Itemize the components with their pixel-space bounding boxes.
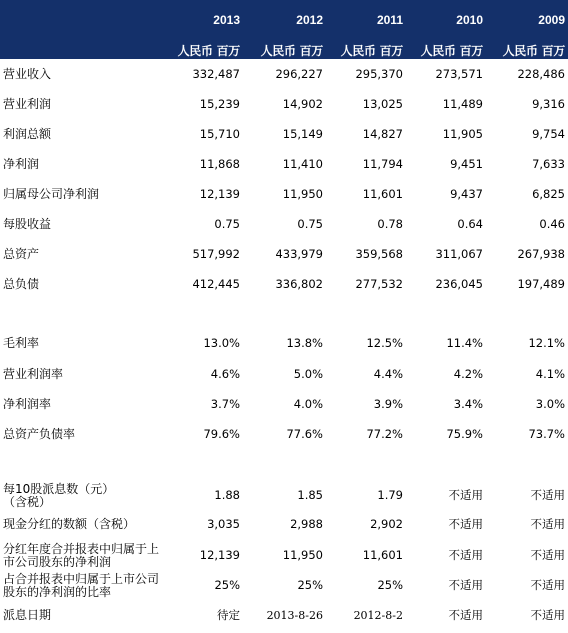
year-header: 2013 [213, 13, 240, 27]
value-cell: 0.78 [377, 217, 403, 231]
table-row [0, 572, 568, 599]
value-cell: 11,950 [282, 548, 323, 562]
row-label: 利润总额 [3, 127, 52, 141]
value-cell: 2013-8-26 [266, 609, 323, 622]
value-cell: 311,067 [435, 247, 483, 261]
value-cell: 11,905 [442, 127, 483, 141]
value-cell: 12.1% [528, 336, 565, 350]
unit-header: 人民币 百万 [177, 44, 240, 58]
value-cell: 0.75 [214, 217, 240, 231]
value-cell: 11,489 [442, 97, 483, 111]
year-header: 2011 [376, 13, 403, 27]
unit-header: 人民币 百万 [260, 44, 323, 58]
value-cell: 332,487 [192, 67, 240, 81]
value-cell: 11,601 [362, 187, 403, 201]
value-cell: 11,868 [199, 157, 240, 171]
value-cell: 0.75 [297, 217, 323, 231]
value-cell: 不适用 [448, 548, 483, 562]
value-cell: 14,902 [282, 97, 323, 111]
value-cell: 不适用 [448, 578, 483, 592]
value-cell: 77.6% [286, 427, 323, 441]
value-cell: 412,445 [192, 277, 240, 291]
table-row [0, 248, 568, 266]
value-cell: 73.7% [528, 427, 565, 441]
value-cell: 11,601 [362, 548, 403, 562]
row-label: 营业利润率 [3, 367, 64, 381]
unit-header: 人民币 百万 [340, 44, 403, 58]
table-row [0, 128, 568, 146]
value-cell: 14,827 [362, 127, 403, 141]
value-cell: 13.8% [286, 336, 323, 350]
value-cell: 5.0% [293, 367, 323, 381]
value-cell: 9,437 [450, 187, 483, 201]
row-label: 归属母公司净利润 [3, 187, 100, 201]
value-cell: 15,710 [199, 127, 240, 141]
value-cell: 11.4% [446, 336, 483, 350]
unit-header: 人民币 百万 [502, 44, 565, 58]
value-cell: 25% [377, 578, 403, 592]
value-cell: 1.79 [377, 488, 403, 502]
row-label: 总资产 [3, 247, 40, 261]
value-cell: 236,045 [435, 277, 483, 291]
value-cell: 3.7% [210, 397, 240, 411]
value-cell: 1.88 [214, 488, 240, 502]
value-cell: 197,489 [517, 277, 565, 291]
value-cell: 77.2% [366, 427, 403, 441]
row-label: 每股收益 [3, 217, 52, 231]
value-cell: 25% [214, 578, 240, 592]
row-label: 营业收入 [3, 67, 52, 81]
table-row [0, 218, 568, 236]
value-cell: 336,802 [275, 277, 323, 291]
year-header: 2010 [456, 13, 483, 27]
row-label: 每10股派息数（元） （含税） [3, 482, 115, 509]
table-row [0, 609, 568, 627]
value-cell: 0.64 [457, 217, 483, 231]
table-row [0, 368, 568, 386]
value-cell: 不适用 [448, 488, 483, 502]
value-cell: 15,149 [282, 127, 323, 141]
value-cell: 不适用 [530, 517, 565, 531]
value-cell: 4.1% [535, 367, 565, 381]
value-cell: 不适用 [448, 608, 483, 622]
value-cell: 277,532 [355, 277, 403, 291]
table-row [0, 337, 568, 355]
value-cell: 517,992 [192, 247, 240, 261]
value-cell: 9,451 [450, 157, 483, 171]
row-label: 净利润 [3, 157, 40, 171]
row-label: 占合并报表中归属于上市公司 股东的净利润的比率 [3, 572, 160, 599]
table-row [0, 188, 568, 206]
table-row [0, 98, 568, 116]
row-label: 总负债 [3, 277, 40, 291]
value-cell: 433,979 [275, 247, 323, 261]
value-cell: 25% [297, 578, 323, 592]
value-cell: 12,139 [199, 548, 240, 562]
table-row [0, 518, 568, 536]
value-cell: 267,938 [517, 247, 565, 261]
value-cell: 7,633 [532, 157, 565, 171]
value-cell: 79.6% [203, 427, 240, 441]
value-cell: 不适用 [530, 608, 565, 622]
row-label: 总资产负债率 [3, 427, 76, 441]
value-cell: 11,410 [282, 157, 323, 171]
row-label: 分红年度合并报表中归属于上 市公司股东的净利润 [3, 542, 160, 569]
value-cell: 11,794 [362, 157, 403, 171]
unit-header: 人民币 百万 [420, 44, 483, 58]
value-cell: 228,486 [517, 67, 565, 81]
value-cell: 1.85 [297, 488, 323, 502]
table-row [0, 542, 568, 569]
value-cell: 4.6% [210, 367, 240, 381]
table-row [0, 68, 568, 86]
value-cell: 不适用 [530, 488, 565, 502]
value-cell: 3.9% [373, 397, 403, 411]
value-cell: 75.9% [446, 427, 483, 441]
value-cell: 不适用 [530, 578, 565, 592]
row-label: 毛利率 [3, 336, 40, 350]
year-header: 2012 [296, 13, 323, 27]
value-cell: 不适用 [448, 517, 483, 531]
table-row [0, 158, 568, 176]
year-header: 2009 [538, 13, 565, 27]
value-cell: 296,227 [275, 67, 323, 81]
value-cell: 3.0% [535, 397, 565, 411]
value-cell: 不适用 [530, 548, 565, 562]
value-cell: 11,950 [282, 187, 323, 201]
table-row [0, 278, 568, 296]
value-cell: 2012-8-2 [353, 609, 403, 622]
table-row [0, 482, 568, 509]
value-cell: 2,902 [370, 517, 403, 531]
value-cell: 9,316 [532, 97, 565, 111]
row-label: 现金分红的数额（含税） [3, 517, 136, 531]
value-cell: 359,568 [355, 247, 403, 261]
value-cell: 273,571 [435, 67, 483, 81]
value-cell: 295,370 [355, 67, 403, 81]
value-cell: 0.46 [539, 217, 565, 231]
table-row [0, 398, 568, 416]
value-cell: 13,025 [362, 97, 403, 111]
value-cell: 4.0% [293, 397, 323, 411]
value-cell: 4.2% [453, 367, 483, 381]
value-cell: 13.0% [203, 336, 240, 350]
value-cell: 9,754 [532, 127, 565, 141]
value-cell: 2,988 [290, 517, 323, 531]
value-cell: 12,139 [199, 187, 240, 201]
row-label: 净利润率 [3, 397, 52, 411]
row-label: 派息日期 [3, 608, 52, 622]
value-cell: 待定 [217, 608, 240, 622]
value-cell: 12.5% [366, 336, 403, 350]
value-cell: 3,035 [207, 517, 240, 531]
row-label: 营业利润 [3, 97, 52, 111]
value-cell: 15,239 [199, 97, 240, 111]
value-cell: 3.4% [453, 397, 483, 411]
value-cell: 4.4% [373, 367, 403, 381]
table-row [0, 428, 568, 446]
value-cell: 6,825 [532, 187, 565, 201]
